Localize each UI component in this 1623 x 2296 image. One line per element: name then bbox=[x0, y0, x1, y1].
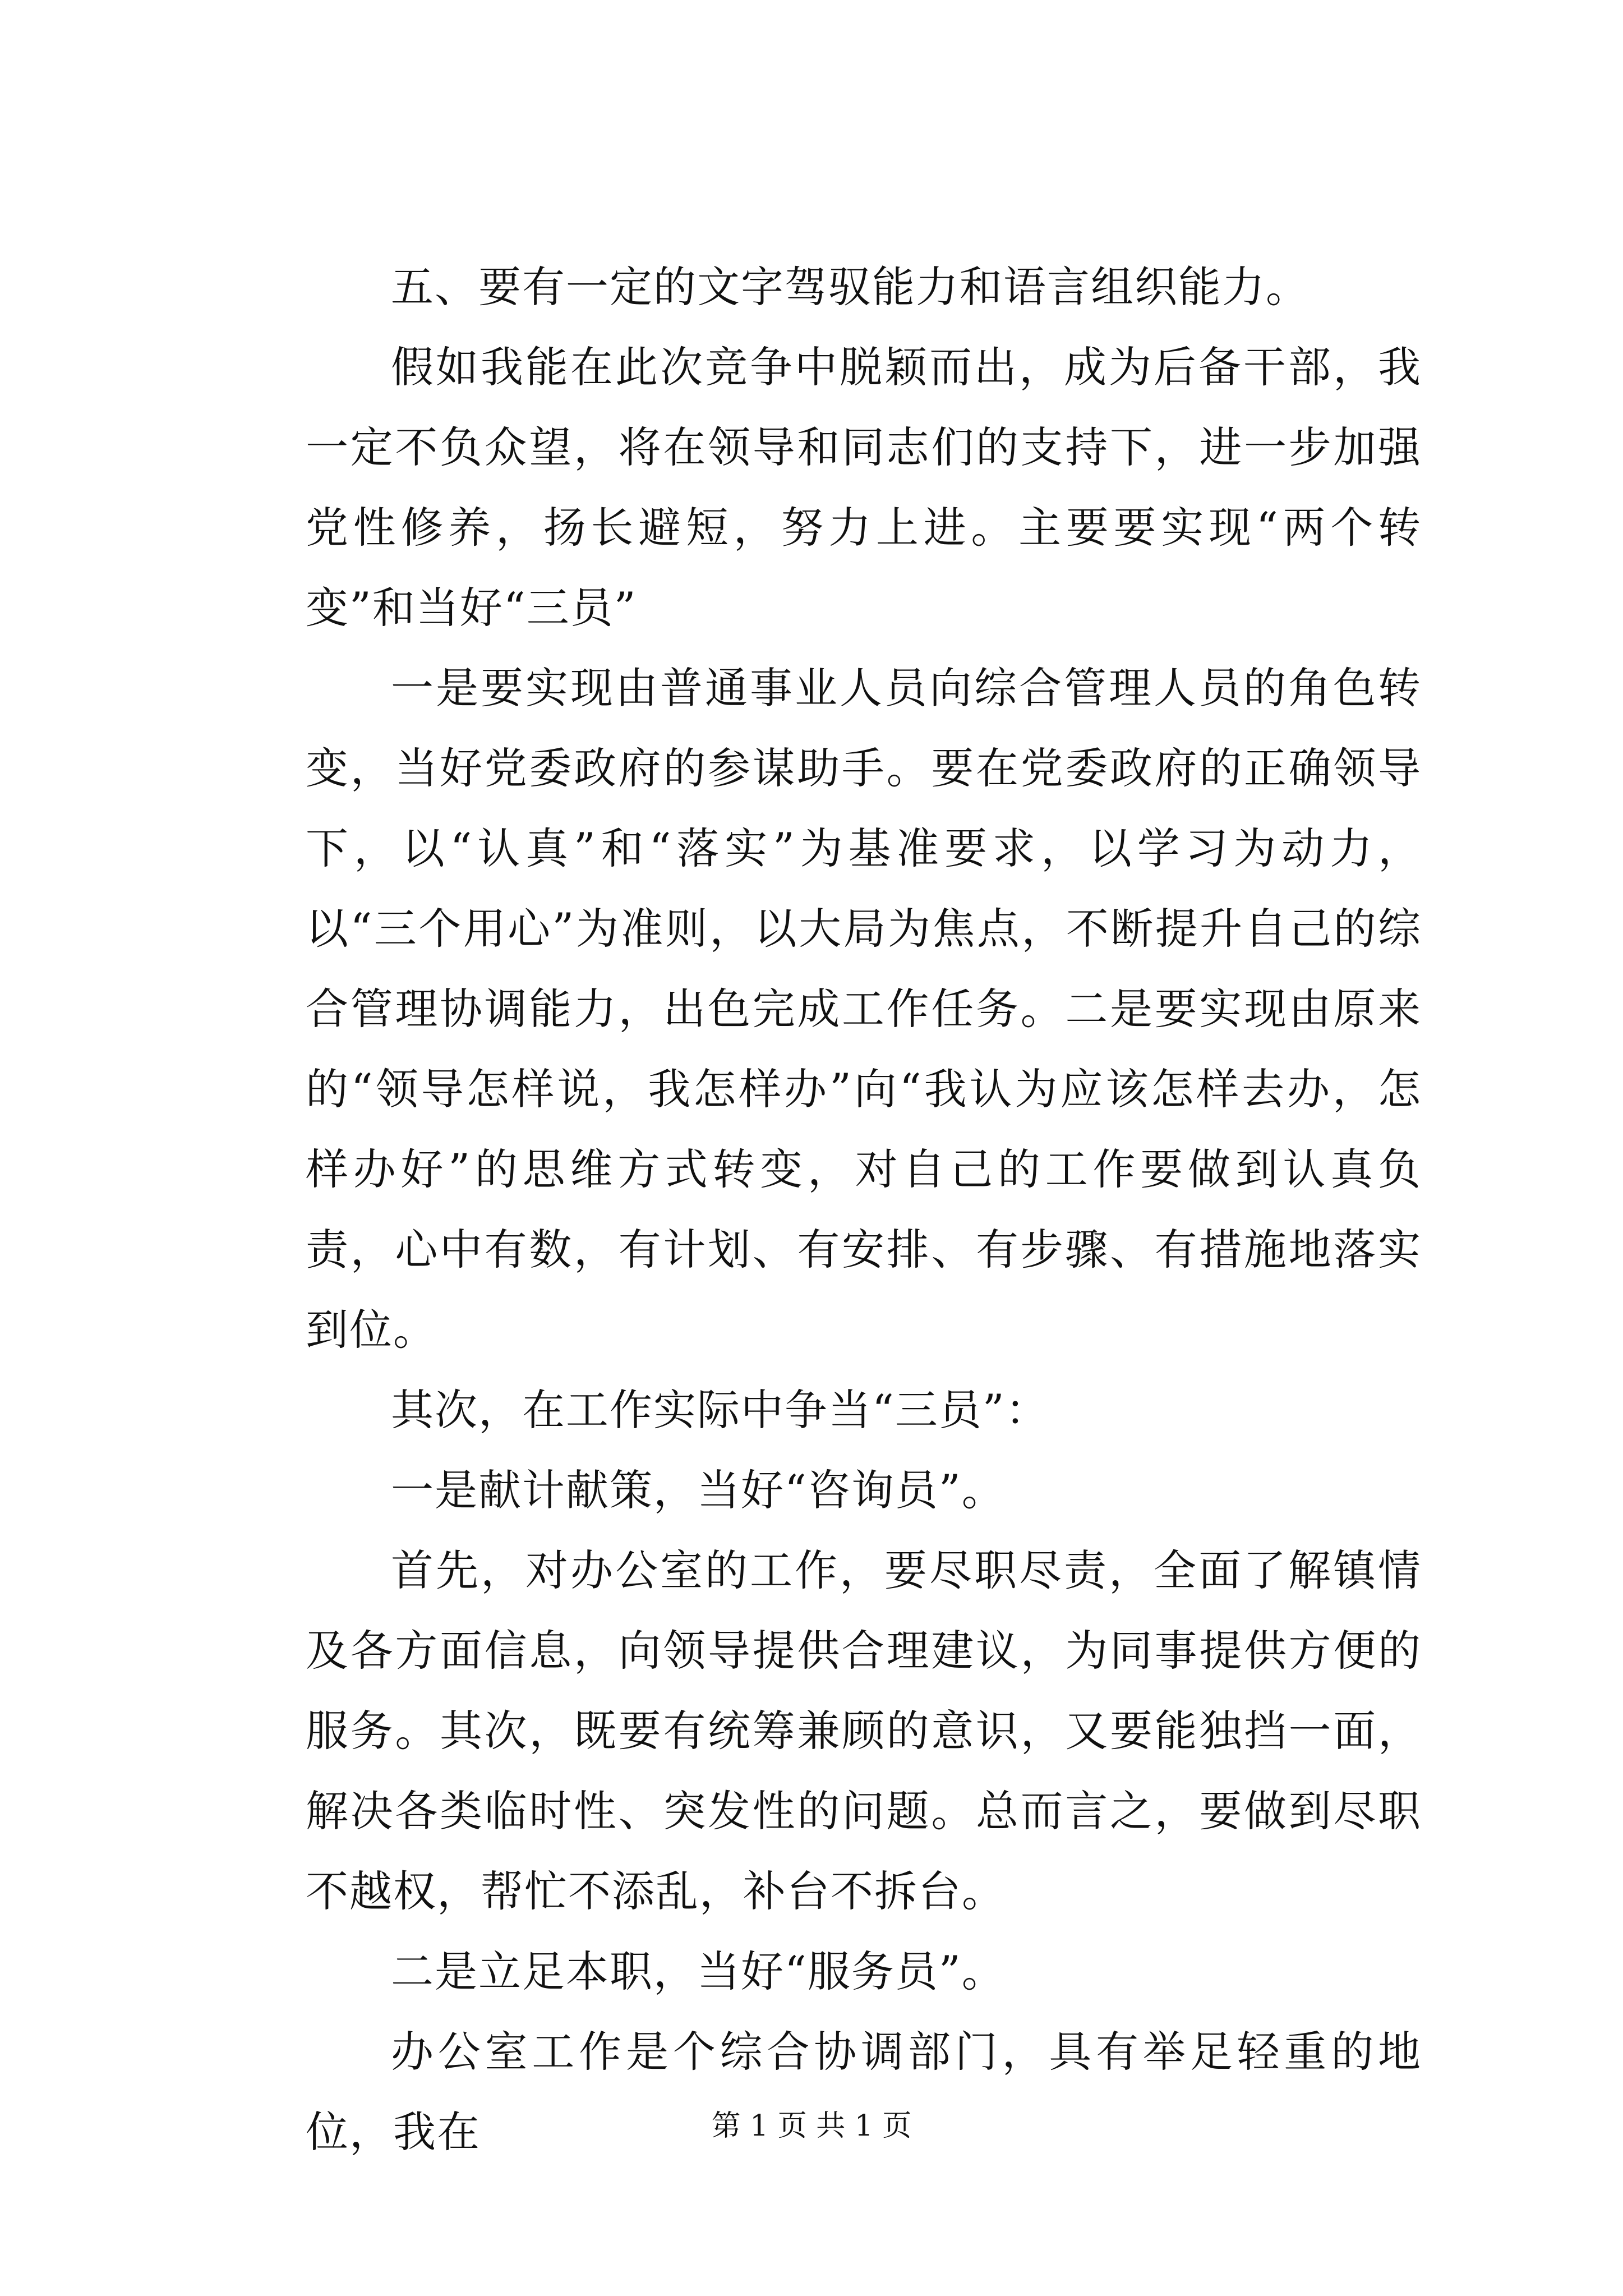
paragraph-service-heading: 二是立足本职，当好“服务员”。 bbox=[391, 1947, 1006, 1996]
paragraph-commitment: 假如我能在此次竞争中脱颖而出，成为后备干部，我一定不负众望，将在领导和同志们的支持下，进一步加强党性修养，扬长避短，努力上进。主要要实现“两个转变”和当好“三员” bbox=[306, 342, 1422, 633]
paragraph-two-transformations: 一是要实现由普通事业人员向综合管理人员的角色转变，当好党委政府的参谋助手。要在党委政府的正确领导下，以“认真”和“落实”为基准要求，以学习为动力，以“三个用心”为准则，以大局为焦点，不断提升自己的综合管理协调能力，出色完成工作任务。二是要实现由原来的“领导怎样说，我怎样办”向“我认为应该怎样去办，怎样办好”的思维方式转变，对自己的工作要做到认真负责，心中有数，有计划、有安排、有步骤、有措施地落实到位。 bbox=[306, 663, 1422, 1355]
paragraph-consultant-details: 首先，对办公室的工作，要尽职尽责，全面了解镇情及各方面信息，向领导提供合理建议，为同事提供方便的服务。其次，既要有统筹兼顾的意识，又要能独挡一面，解决各类临时性、突发性的问题。总而言之，要做到尽职不越权，帮忙不添乱，补台不拆台。 bbox=[306, 1545, 1422, 1916]
page-number-label: 第 1 页 共 1 页 bbox=[711, 2109, 912, 2143]
paragraph-consultant-heading: 一是献计献策，当好“咨询员”。 bbox=[391, 1465, 1006, 1515]
paragraph-three-roles-intro: 其次，在工作实际中争当“三员”： bbox=[391, 1385, 1049, 1435]
document-body bbox=[306, 247, 1422, 2172]
page-footer bbox=[0, 2106, 1623, 2146]
paragraph-office-work: 办公室工作是个综合协调部门，具有举足轻重的地位，我在 bbox=[306, 2027, 1422, 2157]
paragraph-point-five: 五、要有一定的文字驾驭能力和语言组织能力。 bbox=[391, 262, 1310, 312]
